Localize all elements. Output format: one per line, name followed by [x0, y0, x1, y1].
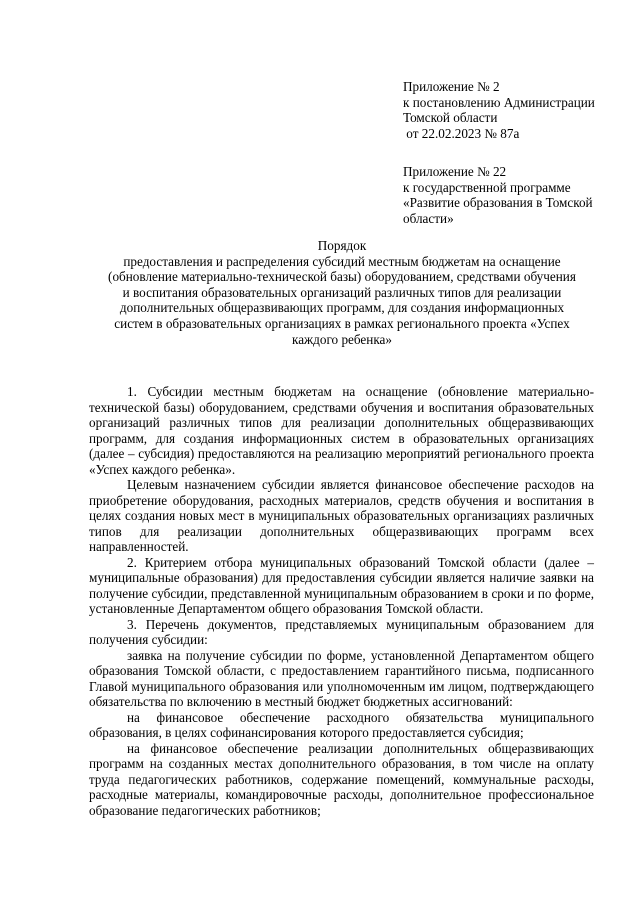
appendix-main-line-3: Томской области — [403, 110, 498, 126]
paragraph-7: на финансовое обеспечение реализации дополнительных общеразвивающих программ на созданных местах дополнительного образования, в том числе на оплату труда педагогических работников, содержание помещений, коммунальные расходы, расходные материалы, командировочные расходы, дополнительное профессиональное образование педагогических работников; — [89, 740, 594, 818]
document-title: Порядок — [317, 238, 367, 253]
paragraph-3: 2. Критерием отбора муниципальных образований Томской области (далее – муниципальные образования) для предоставления субсидии является наличие заявки на получение субсидии, представленной муниципальным образованием в сроки и по форме, установленные Департаментом общего образования Томской области. — [89, 554, 594, 616]
appendix-program-line-4: области» — [403, 210, 454, 226]
paragraph-4: 3. Перечень документов, представляемых муниципальным образованием для получения субсидии: — [89, 616, 594, 647]
appendix-main-line-4: от 22.02.2023 № 87а — [403, 125, 520, 141]
appendix-program-line-2: к государственной программе — [403, 179, 571, 195]
document-subtitle: предоставления и распределения субсидий местным бюджетам на оснащение (обновление материально-технической базы) оборудованием, средствами обучения и воспитания образовательных организаций различных типов для реализации дополнительных общеразвивающих программ, для создания информационных систем в образовательных организациях в рамках регионального проекта «Успех каждого ребенка» — [108, 253, 576, 347]
appendix-program-header — [403, 164, 628, 226]
paragraph-5: заявка на получение субсидии по форме, установленной Департаментом общего образования Томской области, с предоставлением гарантийного письма, подписанного Главой муниципального образования или уполномоченным им лицом, подтверждающего обязательства по включению в местный бюджет бюджетных ассигнований: — [89, 647, 594, 709]
appendix-main-line-2: к постановлению Администрации — [403, 94, 595, 110]
appendix-main-header — [403, 79, 628, 141]
appendix-program-line-3: «Развитие образования в Томской — [403, 195, 593, 211]
appendix-program-line-1: Приложение № 22 — [403, 164, 507, 179]
paragraph-6: на финансовое обеспечение расходного обязательства муниципального образования, в целях софинансирования которого предоставляется субсидия; — [89, 709, 594, 740]
document-body — [89, 384, 594, 818]
appendix-main-line-1: Приложение № 2 — [403, 79, 500, 94]
paragraph-1: 1. Субсидии местным бюджетам на оснащение (обновление материально-технической базы) оборудованием, средствами обучения и воспитания образовательных организаций различных типов для реализации дополнительных общеразвивающих программ, для создания информационных систем в образовательных организациях (далее – субсидия) предоставляются на реализацию мероприятий регионального проекта «Успех каждого ребенка». — [89, 384, 594, 477]
paragraph-2: Целевым назначением субсидии является финансовое обеспечение расходов на приобретение оборудования, расходных материалов, средств обучения и воспитания в целях создания новых мест в муниципальных образовательных организациях различных типов для реализации дополнительных общеразвивающих программ всех направленностей. — [89, 477, 594, 554]
document-title-block — [84, 238, 600, 347]
